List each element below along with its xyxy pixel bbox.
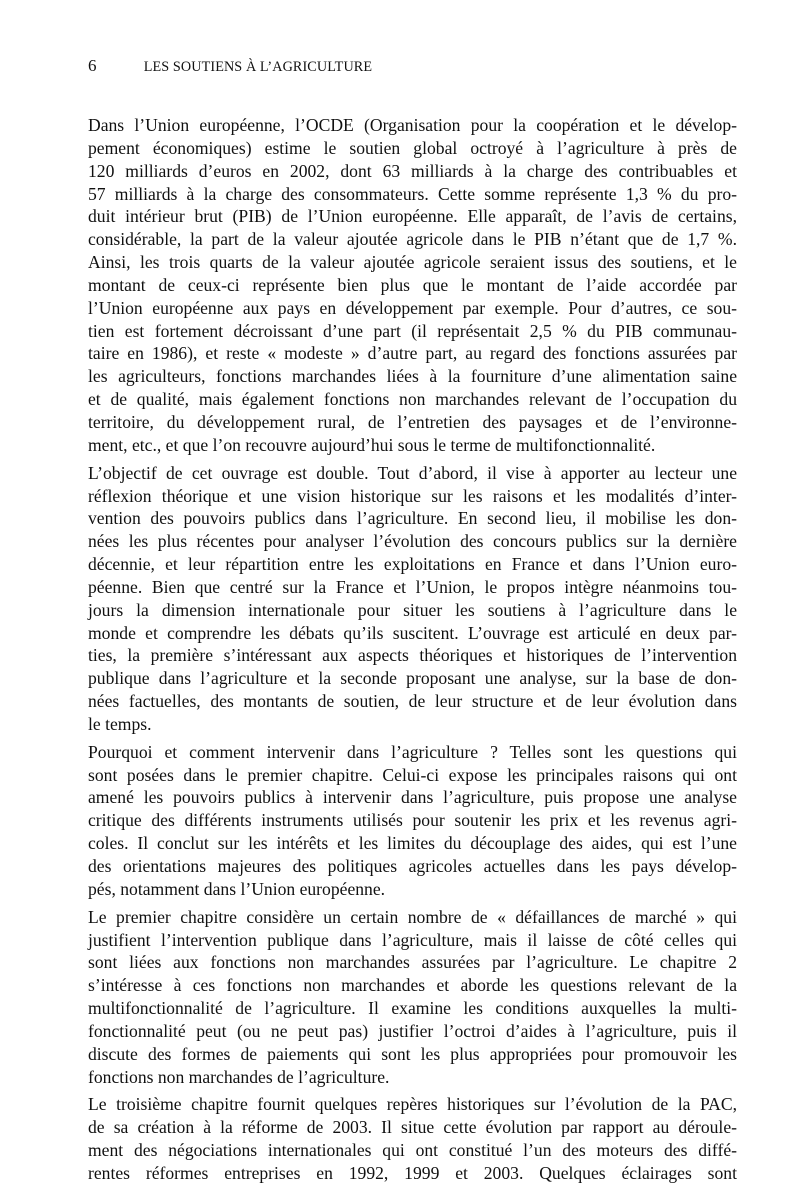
running-head bbox=[88, 56, 372, 77]
text-line: s’intéresse à ces fonctions non marchandes et aborde les questions relevant de la bbox=[88, 975, 737, 996]
text-line: duit intérieur brut (PIB) de l’Union européenne. Elle apparaît, de l’avis de certains, bbox=[88, 206, 737, 227]
text-line: les agriculteurs, fonctions marchandes liées à la fourniture d’une alimentation saine bbox=[88, 366, 737, 387]
text-line: le temps. bbox=[88, 713, 152, 734]
text-line: justifient l’intervention publique dans l’agriculture, mais il laisse de côté celles qui bbox=[88, 929, 737, 950]
text-line: monde et comprendre les débats qu’ils suscitent. L’ouvrage est articulé en deux par- bbox=[88, 622, 737, 643]
text-line: vention des pouvoirs publics dans l’agriculture. En second lieu, il mobilise les don- bbox=[88, 508, 737, 529]
text-line: pement économiques) estime le soutien global octroyé à l’agriculture à près de bbox=[88, 137, 737, 158]
text-line: pés, notamment dans l’Union européenne. bbox=[88, 878, 386, 899]
text-line: des orientations majeures des politiques agricoles actuelles dans les pays dévelop- bbox=[88, 856, 737, 876]
text-line: montant de ceux-ci représente bien plus que le montant de l’aide accordée par bbox=[88, 274, 737, 295]
text-line: péenne. Bien que centré sur la France et l’Union, le propos intègre néanmoins tou- bbox=[88, 576, 737, 597]
text-line: et de qualité, mais également fonctions non marchandes relevant de l’occupation du bbox=[88, 389, 737, 410]
text-line: 120 milliards d’euros en 2002, dont 63 milliards à la charge des contribuables et bbox=[88, 160, 737, 181]
body-text bbox=[88, 114, 737, 1190]
text-line: territoire, du développement rural, de l’entretien des paysages et de l’environne- bbox=[88, 411, 737, 432]
text-line: l’Union européenne aux pays en développement par exemple. Pour d’autres, ce sou- bbox=[88, 297, 737, 318]
text-line: ment, etc., et que l’on recouvre aujourd’hui sous le terme de multifonctionnalité. bbox=[88, 434, 656, 455]
text-line: Le premier chapitre considère un certain nombre de « défaillances de marché » qui bbox=[88, 906, 737, 927]
text-line: rentes réformes entreprises en 1992, 1999 et 2003. Quelques éclairages sont bbox=[88, 1162, 737, 1183]
text-line: critique des différents instruments utilisés pour soutenir les prix et les revenus agri- bbox=[88, 810, 737, 831]
text-line: Pourquoi et comment intervenir dans l’agriculture ? Telles sont les questions qui bbox=[88, 741, 737, 762]
text-line: nées factuelles, des montants de soutien, de leur structure et de leur évolution dans bbox=[88, 691, 737, 712]
text-line: multifonctionnalité de l’agriculture. Il examine les conditions auxquelles la multi- bbox=[88, 998, 737, 1019]
text-line: sont liées aux fonctions non marchandes assurées par l’agriculture. Le chapitre 2 bbox=[88, 952, 737, 973]
running-title: LES SOUTIENS À L’AGRICULTURE bbox=[143, 59, 373, 75]
paragraph bbox=[88, 114, 737, 457]
text-line: réflexion théorique et une vision historique sur les raisons et les modalités d’inter- bbox=[88, 485, 737, 506]
text-line: nées les plus récentes pour analyser l’évolution des concours publics sur la dernière bbox=[88, 531, 737, 552]
text-line: fonctionnalité peut (ou ne peut pas) justifier l’octroi d’aides à l’agriculture, puis il bbox=[88, 1020, 737, 1041]
text-line: décennie, et leur répartition entre les exploitations en France et dans l’Union euro- bbox=[88, 554, 737, 575]
paragraph bbox=[88, 462, 737, 736]
text-line: ment des négociations internationales qui ont constitué l’un des moteurs des diffé- bbox=[88, 1140, 737, 1161]
text-line: fonctions non marchandes de l’agriculture. bbox=[88, 1066, 390, 1087]
text-line: de sa création à la réforme de 2003. Il situe cette évolution par rapport au déroule- bbox=[88, 1117, 737, 1138]
paragraph bbox=[88, 741, 737, 901]
text-line: sont posées dans le premier chapitre. Celui-ci expose les principales raisons qui ont bbox=[88, 764, 737, 785]
page-number: 6 bbox=[88, 56, 97, 75]
paragraph bbox=[88, 906, 737, 1089]
text-line: considérable, la part de la valeur ajoutée agricole dans le PIB n’étant que de 1,7 %. bbox=[88, 229, 737, 250]
text-line: L’objectif de cet ouvrage est double. Tout d’abord, il vise à apporter au lecteur une bbox=[88, 462, 737, 483]
text-line: publique dans l’agriculture et la seconde proposant une analyse, sur la base de don- bbox=[88, 668, 737, 689]
text-line: tien est fortement décroissant d’une part (il représentait 2,5 % du PIB communau- bbox=[88, 320, 737, 341]
paragraph bbox=[88, 1093, 737, 1184]
text-line: 57 milliards à la charge des consommateurs. Cette somme représente 1,3 % du pro- bbox=[88, 183, 737, 204]
text-line: discute des formes de paiements qui sont les plus appropriées pour promouvoir les bbox=[88, 1043, 737, 1064]
text-line: Dans l’Union européenne, l’OCDE (Organisation pour la coopération et le dévelop- bbox=[88, 115, 737, 135]
text-line: taire en 1986), et reste « modeste » d’autre part, au regard des fonctions assurées par bbox=[88, 343, 737, 364]
text-line: amené les pouvoirs publics à intervenir dans l’agriculture, puis propose une analyse bbox=[88, 787, 737, 808]
text-line: Ainsi, les trois quarts de la valeur ajoutée agricole seraient issus des soutiens, et le bbox=[88, 252, 737, 273]
text-line: Le troisième chapitre fournit quelques repères historiques sur l’évolution de la PAC, bbox=[88, 1094, 737, 1115]
text-line: ties, la première s’intéressant aux aspects théoriques et historiques de l’intervention bbox=[88, 645, 737, 666]
text-line: coles. Il conclut sur les intérêts et les limites du découplage des aides, qui est l’une bbox=[88, 833, 737, 854]
text-line: jours la dimension internationale pour situer les soutiens à l’agriculture dans le bbox=[88, 599, 737, 620]
